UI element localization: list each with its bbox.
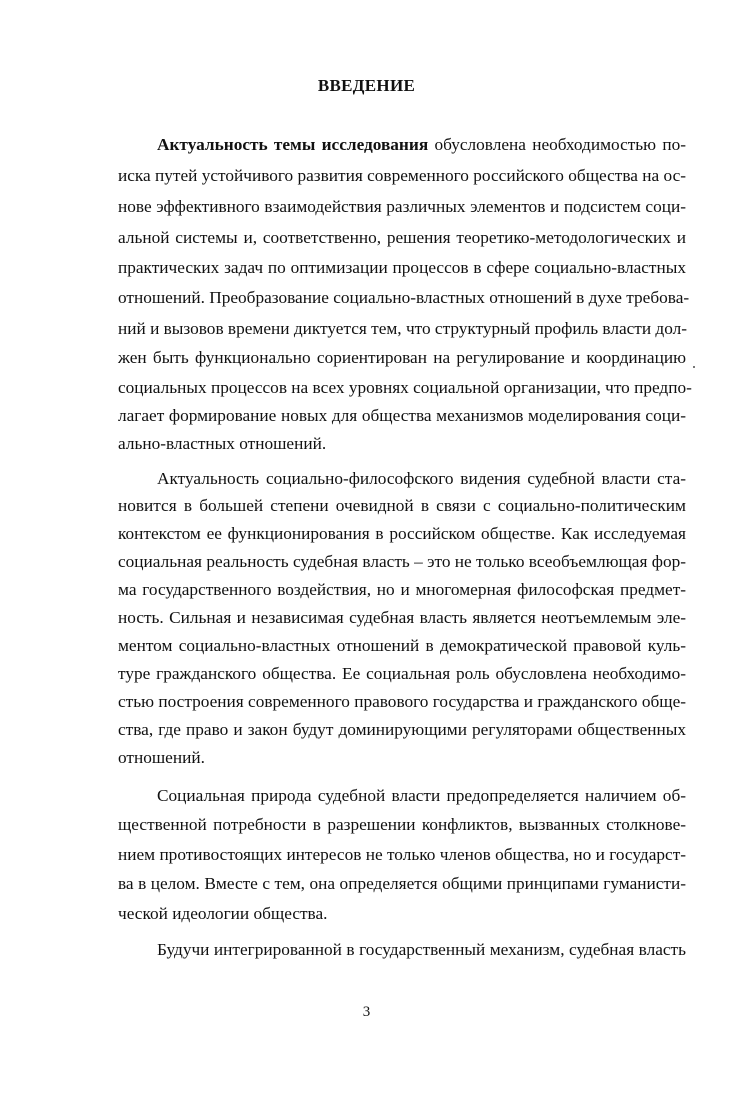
paragraph-3-line: ва в целом. Вместе с тем, она определяется общими принципами гуманисти- — [118, 874, 686, 893]
paragraph-2-line: отношений. — [118, 748, 205, 767]
paragraph-2-line: Актуальность социально-философского видения судебной власти ста- — [157, 469, 686, 488]
paragraph-1-line: ально-властных отношений. — [118, 434, 327, 453]
section-title: ВВЕДЕНИЕ — [317, 76, 416, 95]
paragraph-3-line: Социальная природа судебной власти предопределяется наличием об- — [157, 786, 686, 805]
page-number: 3 — [362, 1004, 371, 1020]
paragraph-1-line: социальных процессов на всех уровнях социальной организации, что предпо- — [118, 378, 692, 397]
paragraph-3-line: ческой идеологии общества. — [118, 904, 328, 923]
paragraph-2-line: стью построения современного правового государства и гражданского обще- — [118, 692, 686, 711]
paragraph-1-line: отношений. Преобразование социально-властных отношений в духе требова- — [118, 288, 690, 307]
paragraph-1-line: практических задач по оптимизации процессов в сфере социально-властных — [118, 258, 686, 277]
lead-bold-phrase: Актуальность темы исследования — [157, 135, 429, 154]
paragraph-2-line: ма государственного воздействия, но и многомерная философская предмет- — [118, 580, 686, 599]
paragraph-2-line: туре гражданского общества. Ее социальная роль обусловлена необходимо- — [118, 664, 686, 683]
paragraph-1-line: жен быть функционально сориентирован на регулирование и координацию — [118, 348, 686, 367]
paragraph-1-line: нове эффективного взаимодействия различных элементов и подсистем соци- — [118, 197, 686, 216]
paragraph-1-line: лагает формирование новых для общества механизмов моделирования соци- — [118, 406, 686, 425]
paragraph-3-line: нием противостоящих интересов не только членов общества, но и государст- — [118, 845, 686, 864]
paragraph-2-line: ментом социально-властных отношений в демократической правовой куль- — [118, 636, 686, 655]
paragraph-3-line: щественной потребности в разрешении конфликтов, вызванных столкнове- — [118, 815, 686, 834]
paragraph-1-line: альной системы и, соответственно, решения теоретико-методологических и — [118, 228, 686, 247]
lead-rest: обусловлена необходимостью по- — [428, 135, 686, 154]
paragraph-2-line: социальная реальность судебная власть – это не только всеобъемлющая фор- — [118, 552, 686, 571]
paragraph-1-line: ний и вызовов времени диктуется тем, что структурный профиль власти дол- — [118, 319, 688, 338]
paragraph-1-line-1 — [157, 135, 686, 155]
paragraph-2-line: контекстом ее функционирования в российском обществе. Как исследуемая — [118, 524, 686, 543]
paragraph-2-line: ность. Сильная и независимая судебная власть является неотъемлемым эле- — [118, 608, 686, 627]
paragraph-1-line: иска путей устойчивого развития современного российского общества на ос- — [118, 166, 686, 185]
scan-speck — [693, 366, 695, 368]
paragraph-4-line: Будучи интегрированной в государственный механизм, судебная власть — [157, 940, 686, 959]
paragraph-2-line: новится в большей степени очевидной в связи с социально-политическим — [118, 496, 686, 515]
paragraph-2-line: ства, где право и закон будут доминирующими регуляторами общественных — [118, 720, 686, 739]
